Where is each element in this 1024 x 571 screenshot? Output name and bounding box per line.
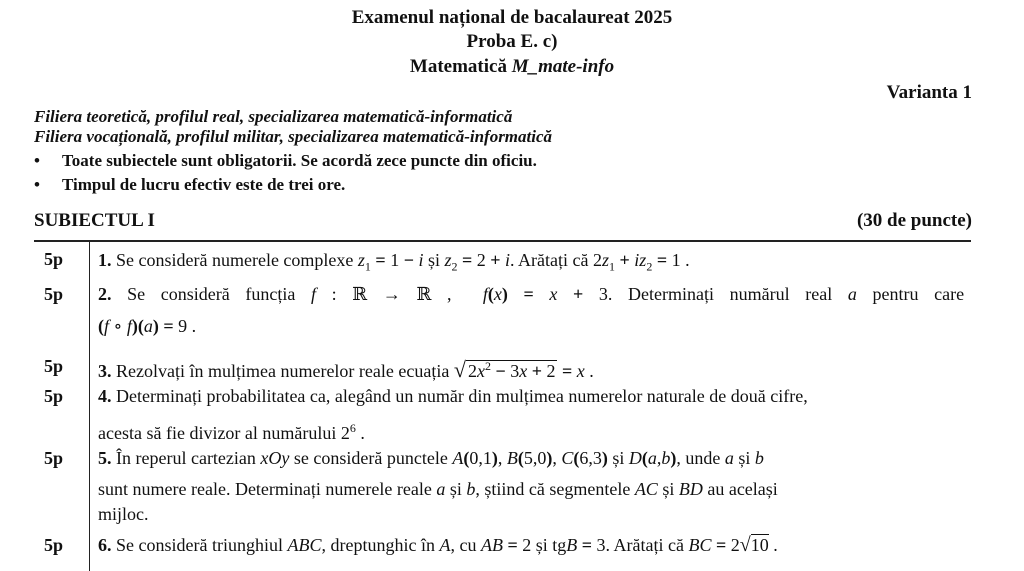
problem-text: , unde <box>676 448 721 468</box>
problem-text: au același <box>707 479 778 499</box>
problem-4-continued: acesta să fie divizor al numărului $2^6$ . <box>98 421 365 443</box>
filiera-line: Filiera vocațională, profilul militar, specializarea matematică-informatică <box>34 127 553 146</box>
problem-number: 6. <box>98 535 112 555</box>
problem-points: 5p <box>44 448 64 468</box>
problem-2-continued: (f ∘ f)(a) = 9 . <box>98 316 197 336</box>
problem-text: Determinați probabilitatea ca, alegând un număr din mulțimea numerelor naturale de două cifre, <box>116 386 808 406</box>
exam-title: Examenul național de bacalaureat 2025 <box>351 7 673 28</box>
subject-name <box>0 56 1024 78</box>
table-column-divider <box>89 242 90 571</box>
problem-3: 3. Rezolvați în mulțimea numerelor reale ecuația √ $2x^2 - 3x + 2 = x$ . <box>98 357 594 382</box>
problem-points: 5p <box>44 386 64 406</box>
problem-text: Rezolvați în mulțimea numerelor reale ecuația <box>116 361 450 381</box>
problem-text: . Arătați că <box>510 250 589 270</box>
proba-label: Proba E. c) <box>466 31 558 52</box>
problem-5: 5. În reperul cartezian xOy se consideră punctele A(0,1), B(5,0), C(6,3) și D(a,b), unde a și b <box>98 448 764 468</box>
problem-text: Se consideră numerele complexe <box>116 250 354 270</box>
problem-text: și <box>449 479 462 499</box>
problem-points: 5p <box>44 284 64 304</box>
bullet-icon: • <box>34 175 40 194</box>
variant-label: Varianta 1 <box>886 82 972 103</box>
problem-text: . Arătați că <box>605 535 684 555</box>
problem-text: și <box>535 535 548 555</box>
problem-text: . Determinați numărul real <box>607 284 833 304</box>
problem-text: și <box>427 250 440 270</box>
instruction-item <box>34 151 537 171</box>
problem-5-continued: sunt numere reale. Determinați numerele reale a și b, știind că segmentele AC și BD au același <box>98 479 778 499</box>
bullet-icon: • <box>34 151 40 170</box>
section-heading: SUBIECTUL I <box>34 210 155 231</box>
problem-text: și <box>738 448 751 468</box>
problem-text: Se consideră funcția <box>127 284 296 304</box>
instruction-item <box>34 175 345 195</box>
problem-1: 1. Se consideră numerele complexe $z_1 = 1 - i$ și $z_2 = 2 + i$. Arătați că $2z_1 + iz_2 = 1$ . <box>98 250 690 274</box>
problem-number: 1. <box>98 250 112 270</box>
subject-prefix: Matematică <box>409 56 512 77</box>
problem-text: , cu <box>450 535 477 555</box>
problem-points: 5p <box>44 249 64 269</box>
subject-profile: M_mate-info <box>511 56 615 77</box>
problem-text: , știind că segmentele <box>475 479 631 499</box>
problem-text: se consideră punctele <box>293 448 448 468</box>
problem-text: și <box>662 479 675 499</box>
section-points: (30 de puncte) <box>856 210 972 231</box>
problem-4 <box>98 382 964 410</box>
instruction-text: Timpul de lucru efectiv este de trei ore. <box>62 175 346 194</box>
filiera-line: Filiera teoretică, profilul real, specializarea matematică-informatică <box>34 107 513 126</box>
problem-text: , dreptunghic în <box>321 535 435 555</box>
problem-2: 2. Se consideră funcția f : ℝ → ℝ , f(x) = x + 3. Determinați numărul real a pentru care <box>98 284 965 304</box>
table-top-rule <box>34 240 971 242</box>
instruction-text: Toate subiectele sunt obligatorii. Se acordă zece puncte din oficiu. <box>62 151 537 170</box>
problem-number: 5. <box>98 448 112 468</box>
problem-text: sunt numere reale. Determinați numerele reale <box>98 479 432 499</box>
problem-text: pentru care <box>872 284 965 304</box>
problem-text: mijloc. <box>98 504 149 524</box>
problem-5-end <box>98 500 964 528</box>
problem-text: Se consideră triunghiul <box>116 535 283 555</box>
problem-number: 2. <box>98 284 112 304</box>
problem-points: 5p <box>44 535 64 555</box>
problem-points: 5p <box>44 356 64 376</box>
problem-number: 4. <box>98 386 112 406</box>
problem-text: În reperul cartezian <box>116 448 256 468</box>
problem-6: 6. Se consideră triunghiul ABC, dreptunghic în A, cu AB = 2 și tgB = 3. Arătați că BC = 2√10 . <box>98 534 778 556</box>
problem-text: acesta să fie divizor al numărului <box>98 423 337 443</box>
problem-number: 3. <box>98 361 112 381</box>
